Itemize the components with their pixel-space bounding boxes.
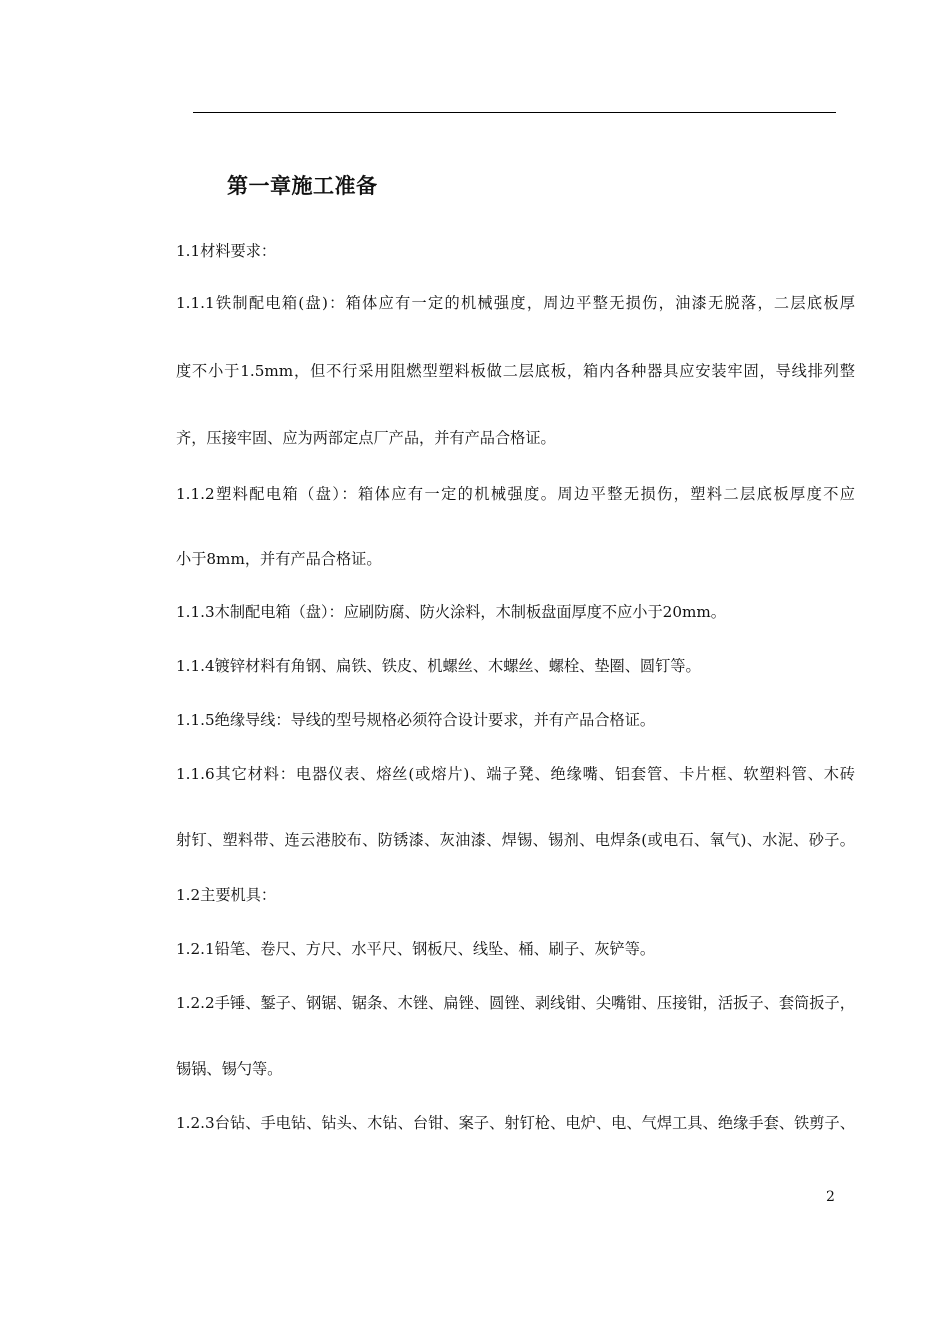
paragraph-line: 1.1.5绝缘导线：导线的型号规格必须符合设计要求，并有产品合格证。 — [176, 711, 656, 729]
chapter-title: 第一章施工准备 — [227, 174, 378, 198]
paragraph-line: 射钉、塑料带、连云港胶布、防锈漆、灰油漆、焊锡、锡剂、电焊条(或电石、氧气)、水泥、砂子。 — [176, 831, 855, 849]
paragraph-line: 1.2.1铅笔、卷尺、方尺、水平尺、钢板尺、线坠、桶、刷子、灰铲等。 — [176, 940, 656, 958]
paragraph-line: 1.2.2手锤、錾子、钢锯、锯条、木锉、扁锉、圆锉、剥线钳、尖嘴钳、压接钳，活扳子、套筒扳子， — [176, 994, 855, 1012]
paragraph-line: 锡锅、锡勺等。 — [176, 1060, 283, 1078]
paragraph-line: 齐，压接牢固、应为两部定点厂产品，并有产品合格证。 — [176, 429, 556, 447]
paragraph-line: 1.1.3木制配电箱（盘）：应刷防腐、防火涂料，木制板盘面厚度不应小于20mm。 — [176, 603, 726, 621]
paragraph-line: 小于8mm，并有产品合格证。 — [176, 550, 382, 568]
header-rule — [193, 112, 836, 113]
paragraph-line: 1.1.6其它材料：电器仪表、熔丝(或熔片)、端子凳、绝缘嘴、铝套管、卡片框、软塑料管、木砖 — [176, 765, 855, 783]
paragraph-line: 1.1.1铁制配电箱(盘)：箱体应有一定的机械强度，周边平整无损伤，油漆无脱落，二层底板厚 — [176, 294, 855, 312]
section-heading-1-1: 1.1材料要求： — [176, 242, 277, 260]
paragraph-line: 1.1.2塑料配电箱（盘）：箱体应有一定的机械强度。周边平整无损伤，塑料二层底板厚度不应 — [176, 485, 855, 503]
paragraph-line: 1.1.4镀锌材料有角钢、扁铁、铁皮、机螺丝、木螺丝、螺栓、垫圈、圆钉等。 — [176, 657, 701, 675]
paragraph-line: 1.2.3台钻、手电钻、钻头、木钻、台钳、案子、射钉枪、电炉、电、气焊工具、绝缘手套、铁剪子、 — [176, 1114, 855, 1132]
page-number: 2 — [826, 1189, 835, 1205]
paragraph-line: 度不小于1.5mm，但不行采用阻燃型塑料板做二层底板，箱内各种器具应安装牢固，导线排列整 — [176, 362, 855, 380]
section-heading-1-2: 1.2主要机具： — [176, 886, 277, 904]
